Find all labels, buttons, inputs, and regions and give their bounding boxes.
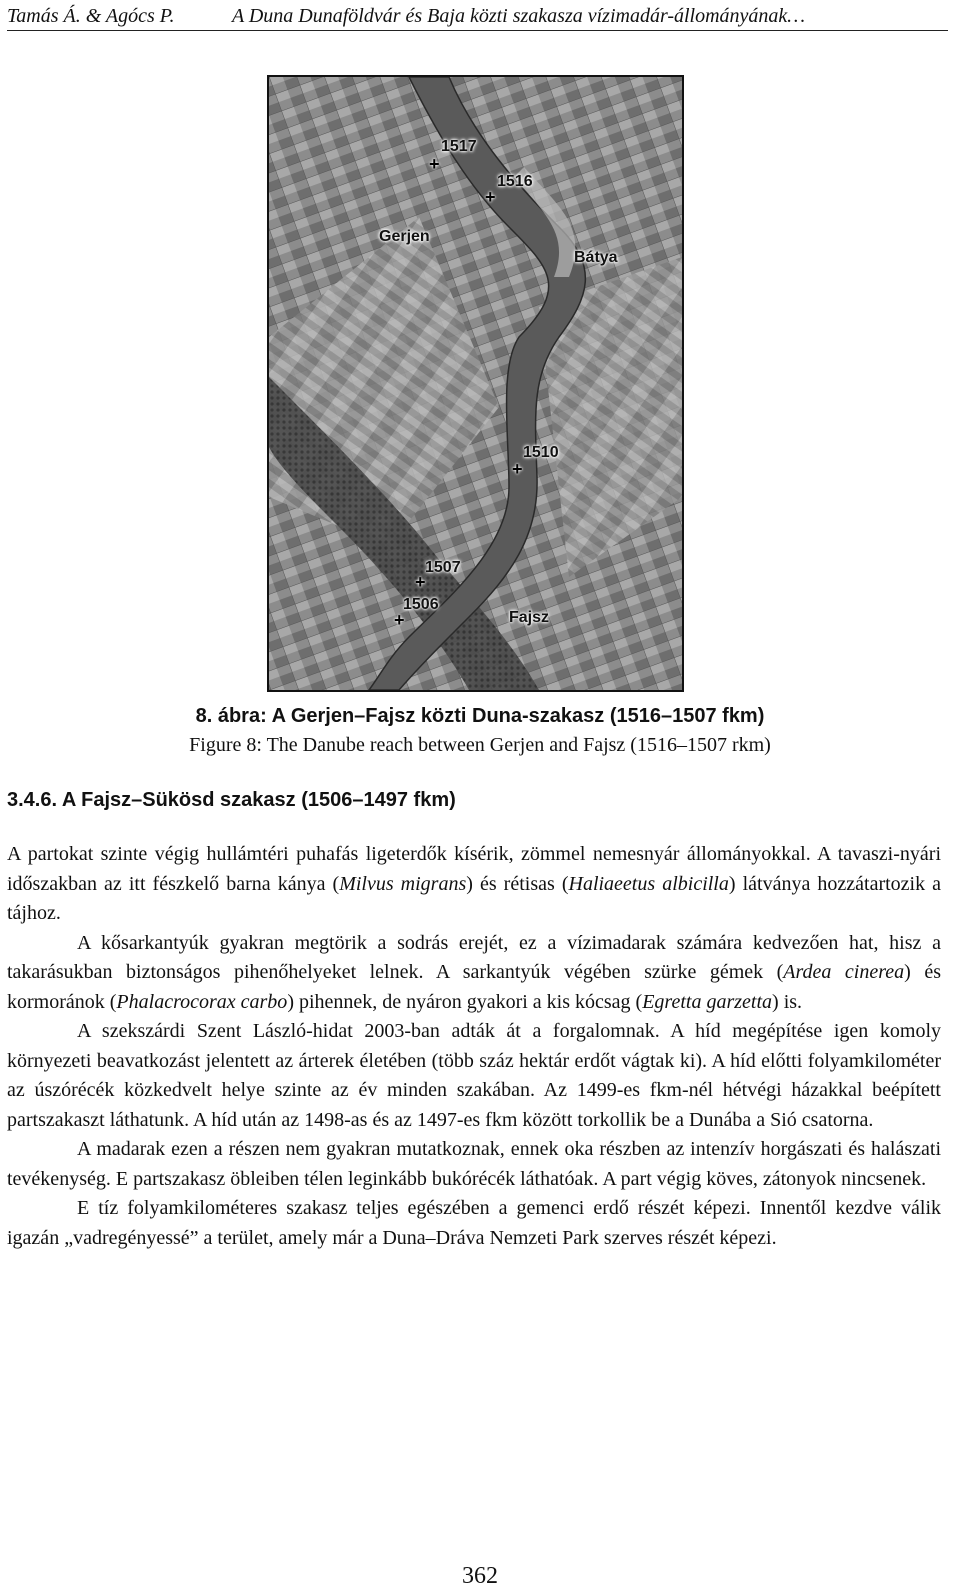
paragraph: A partokat szinte végig hullámtéri puhafás ligeterdők kísérik, zömmel nemesnyár állományokkal. A tavaszi-nyári időszakban az itt fészkelő barna kánya (Milvus migrans) és rétisas (Haliaeetus albicilla) látványa hozzátartozik a tájhoz.	[7, 843, 942, 924]
species-name: Haliaeetus albicilla	[568, 872, 729, 895]
aerial-photo	[269, 77, 682, 690]
section-heading: 3.4.6. A Fajsz–Sükösd szakasz (1506–1497 fkm)	[7, 789, 456, 811]
crosshair-marker-icon: +	[485, 187, 496, 207]
figure-caption-hungarian: 8. ábra: A Gerjen–Fajsz közti Duna-szakasz (1516–1507 fkm)	[195, 705, 765, 727]
place-label-batya: Bátya	[574, 249, 618, 266]
river-km-marker-label: 1517	[441, 138, 477, 155]
body-text	[7, 840, 941, 1253]
paragraph: E tíz folyamkilométeres szakasz teljes egészében a gemenci erdő részét képezi. Innentől kezdve válik igazán „vadregényessé” a terület, amely már a Duna–Dráva Nemzeti Park szerves részét képezi.	[7, 1197, 941, 1249]
place-label-gerjen: Gerjen	[379, 228, 430, 245]
running-header	[7, 2, 948, 31]
page-number: 362	[462, 1563, 498, 1589]
paragraph: A madarak ezen a részen nem gyakran mutatkoznak, ennek oka részben az intenzív horgászati és halászati tevékenység. E partszakasz öbleiben télen leginkább bukórécék láthatóak. A part végig köves, zátonyok nincsenek.	[7, 1138, 941, 1190]
place-label-fajsz: Fajsz	[509, 609, 550, 626]
river-km-marker-label: 1516	[497, 173, 533, 190]
aerial-map-figure	[267, 75, 684, 692]
species-name: Egretta garzetta	[642, 990, 773, 1013]
river-km-marker-label: 1507	[425, 559, 461, 576]
species-name: Ardea cinerea	[783, 961, 905, 983]
header-running-title: A Duna Dunaföldvár és Baja közti szakasza vízimadár-állományának…	[232, 5, 806, 27]
crosshair-marker-icon: +	[394, 610, 405, 630]
crosshair-marker-icon: +	[415, 572, 426, 592]
river-km-marker-label: 1506	[403, 596, 439, 613]
crosshair-marker-icon: +	[512, 459, 523, 479]
species-name: Milvus migrans	[339, 872, 467, 895]
paragraph: A kősarkantyúk gyakran megtörik a sodrás erejét, ez a vízimadarak számára kedvezően hat, hisz a takarásukban biztonságos pihenőhelyeket lelnek. A sarkantyúk végében szürke gémek (Ardea cinerea) és kormoránok (Phalacrocorax carbo) pihennek, de nyáron gyakori a kis kócsag (Egretta garzetta) is.	[7, 931, 941, 1013]
crosshair-marker-icon: +	[429, 154, 440, 174]
figure-caption-english: Figure 8: The Danube reach between Gerjen and Fajsz (1516–1507 rkm)	[189, 734, 771, 756]
header-authors: Tamás Á. & Agócs P.	[7, 5, 175, 27]
paragraph: A szekszárdi Szent László-hidat 2003-ban adták át a forgalomnak. A híd megépítése igen komoly környezeti beavatkozást jelentett az árterek életében (több száz hektár erdőt vágtak ki). A híd előtti folyamkilométer az úszórécék közkedvelt helye szinte az év minden szakában. Az 1499-es fkm-nél hétvégi házakkal beépített partszakaszt láthatunk. A híd után az 1498-as és az 1497-es fkm között torkollik be a Dunába a Sió csatorna.	[7, 1020, 941, 1131]
river-km-marker-label: 1510	[523, 444, 559, 461]
species-name: Phalacrocorax carbo	[116, 990, 288, 1013]
